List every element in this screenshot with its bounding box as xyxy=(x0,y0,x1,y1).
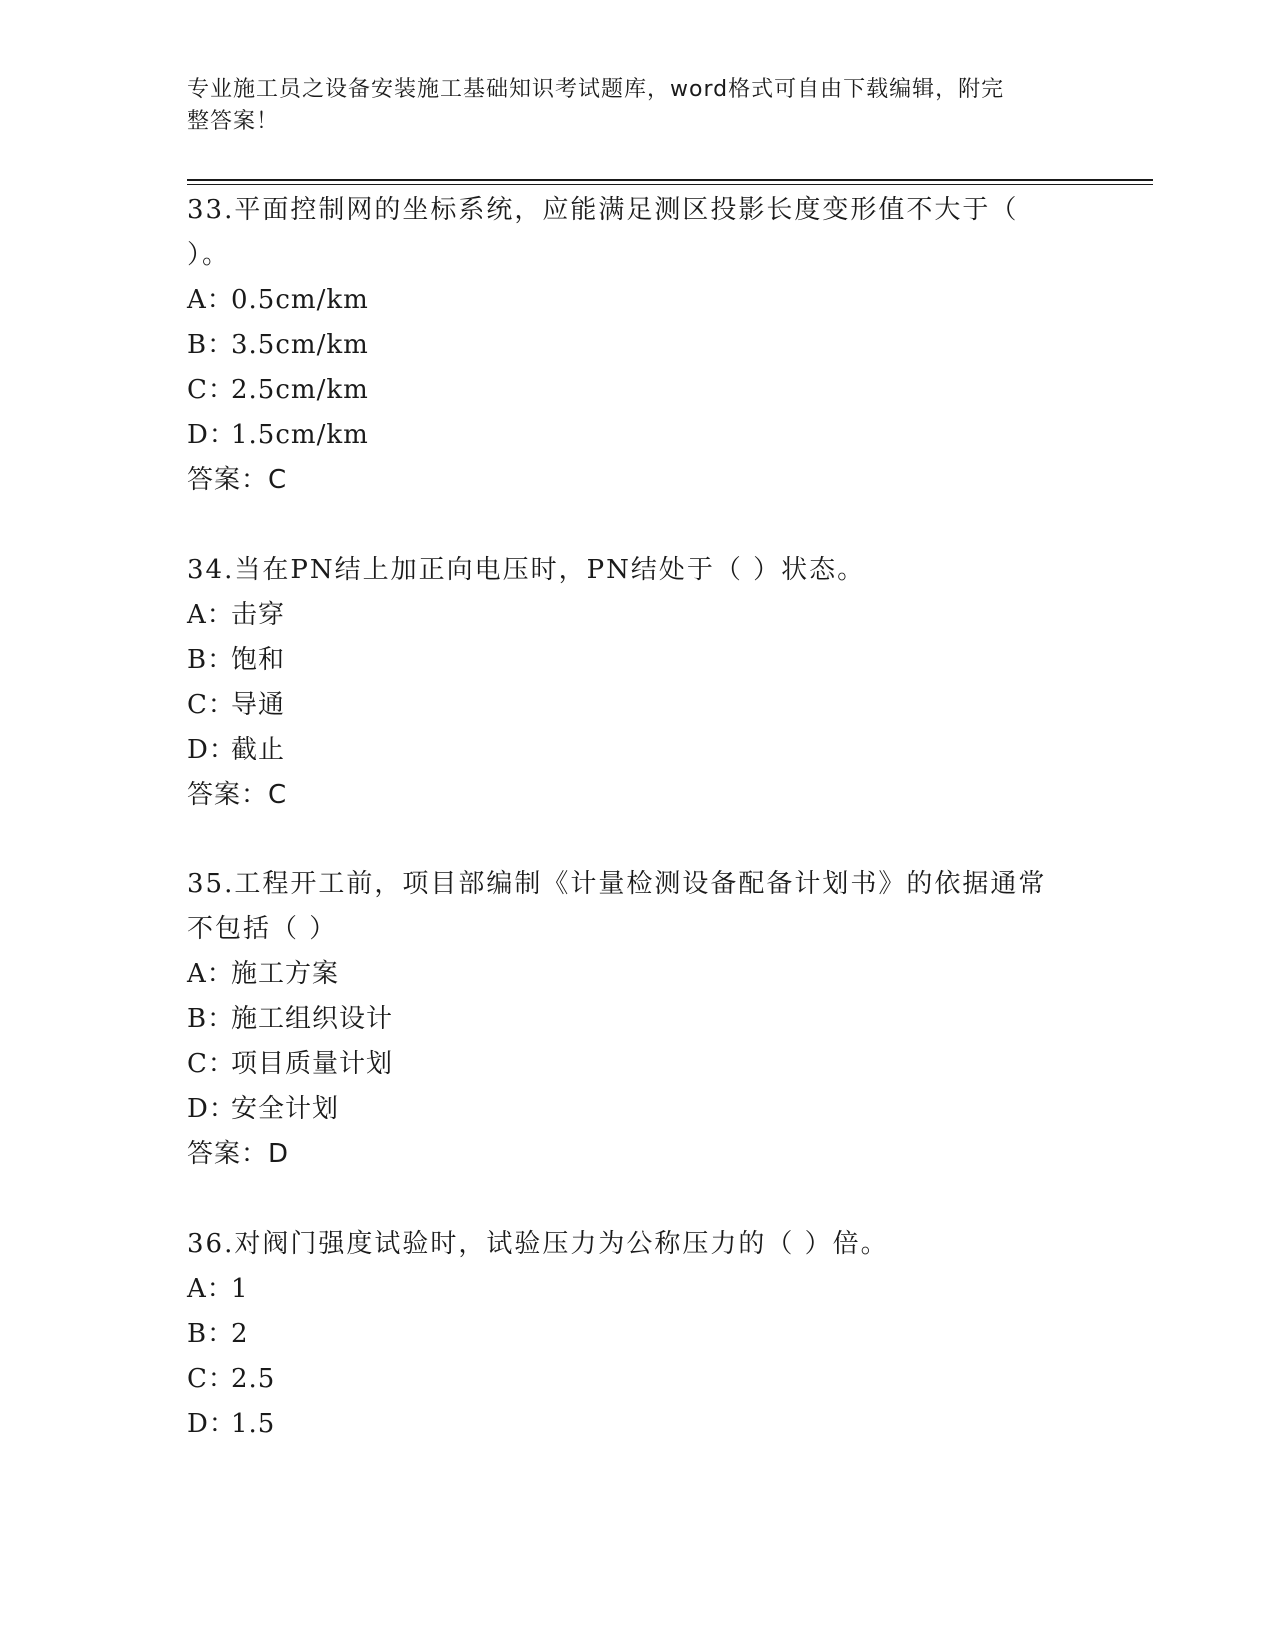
document-header xyxy=(187,74,1067,138)
option-c xyxy=(187,1357,1067,1402)
header-line-2: 整答案！ xyxy=(187,109,280,134)
option-c xyxy=(187,1042,1067,1087)
option-key: A： xyxy=(187,1274,234,1304)
question-33 xyxy=(187,188,1067,503)
option-key: B： xyxy=(187,645,235,675)
option-value: 击穿 xyxy=(231,600,286,630)
option-key: A： xyxy=(187,285,234,315)
option-c xyxy=(187,683,1067,728)
option-value: 截止 xyxy=(231,735,286,765)
option-value: 2.5cm/km xyxy=(231,375,369,405)
option-key: C： xyxy=(187,1049,235,1079)
option-key: D： xyxy=(187,1409,236,1439)
option-b xyxy=(187,997,1067,1042)
option-b xyxy=(187,638,1067,683)
option-value: 1.5cm/km xyxy=(231,420,369,450)
answer-line: 答案：C xyxy=(187,465,288,495)
header-line-1: 专业施工员之设备安装施工基础知识考试题库，word格式可自由下载编辑，附完 xyxy=(187,77,1005,102)
question-text-continued: 不包括（ ） xyxy=(187,914,338,944)
option-d xyxy=(187,413,1067,458)
option-key: C： xyxy=(187,375,235,405)
question-text: 34.当在PN结上加正向电压时，PN结处于（ ）状态。 xyxy=(187,555,866,585)
option-key: C： xyxy=(187,690,235,720)
question-text: 35.工程开工前，项目部编制《计量检测设备配备计划书》的依据通常 xyxy=(187,869,1047,899)
question-text: 33.平面控制网的坐标系统，应能满足测区投影长度变形值不大于（ xyxy=(187,195,1019,225)
question-35 xyxy=(187,862,1067,1177)
option-key: A： xyxy=(187,600,234,630)
option-b xyxy=(187,323,1067,368)
option-value: 施工方案 xyxy=(231,959,340,989)
option-value: 饱和 xyxy=(231,645,286,675)
header-divider-thick xyxy=(187,179,1153,181)
option-b xyxy=(187,1312,1067,1357)
question-34 xyxy=(187,548,1067,818)
option-value: 项目质量计划 xyxy=(231,1049,394,1079)
option-key: B： xyxy=(187,1004,235,1034)
option-value: 安全计划 xyxy=(231,1094,340,1124)
option-d xyxy=(187,728,1067,773)
header-divider-thin xyxy=(187,184,1153,185)
option-value: 1.5 xyxy=(231,1409,276,1439)
option-key: D： xyxy=(187,1094,236,1124)
option-value: 2 xyxy=(231,1319,249,1349)
option-key: C： xyxy=(187,1364,235,1394)
option-d xyxy=(187,1087,1067,1132)
answer-line: 答案：C xyxy=(187,780,288,810)
option-value: 3.5cm/km xyxy=(231,330,369,360)
option-a xyxy=(187,1267,1067,1312)
option-value: 0.5cm/km xyxy=(231,285,369,315)
question-text-continued: ）。 xyxy=(187,240,231,270)
option-d xyxy=(187,1402,1067,1447)
option-a xyxy=(187,278,1067,323)
option-a xyxy=(187,593,1067,638)
question-36 xyxy=(187,1222,1067,1447)
option-key: A： xyxy=(187,959,234,989)
option-value: 2.5 xyxy=(231,1364,276,1394)
option-value: 施工组织设计 xyxy=(231,1004,394,1034)
option-key: B： xyxy=(187,330,235,360)
answer-line: 答案：D xyxy=(187,1139,290,1169)
option-value: 1 xyxy=(231,1274,249,1304)
question-text: 36.对阀门强度试验时，试验压力为公称压力的（ ）倍。 xyxy=(187,1229,889,1259)
option-key: B： xyxy=(187,1319,235,1349)
option-key: D： xyxy=(187,735,236,765)
option-key: D： xyxy=(187,420,236,450)
option-c xyxy=(187,368,1067,413)
option-a xyxy=(187,952,1067,997)
option-value: 导通 xyxy=(231,690,286,720)
